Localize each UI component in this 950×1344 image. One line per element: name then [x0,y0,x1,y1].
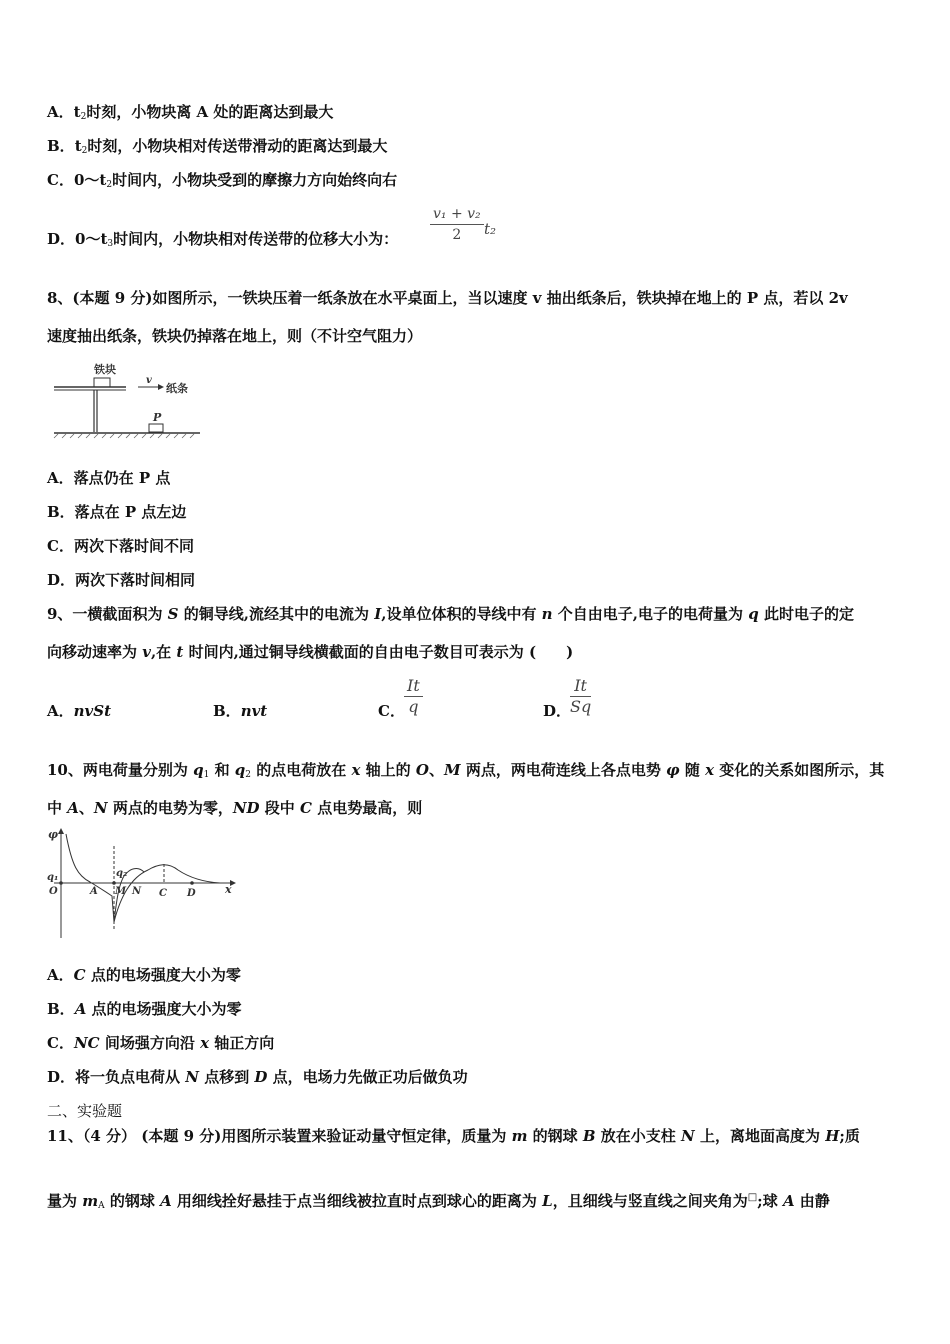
label-m: M [115,886,127,897]
q8-stem-line1: 8、(本题 9 分)如图所示，一铁块压着一纸条放在水平桌面上，当以速度 v 抽出纸条后，铁块掉在地上的 P 点，若以 2v [47,289,848,307]
x-axis-label: x [225,883,232,896]
q9-option-a: A．nvSt [47,702,112,720]
q9-stem-line2: 向移动速率为 v,在 t 时间内,通过铜导线横截面的自由电子数目可表示为 ( ) [47,643,574,661]
label-o: O [49,886,58,897]
landing-mark [149,424,163,432]
point-d [190,881,194,885]
section-heading: 二、实验题 [47,1102,123,1120]
label-q2: q₂ [116,868,128,879]
q7-formula-fraction: $\frac{\text{v₁ + v₂}}{2}$ [430,204,484,245]
label-a: A [90,886,98,897]
ground-hatching [54,434,194,438]
q7-option-c: C．$0\sim t_2$时间内，小物块受到的摩擦力方向始终向右 [47,171,398,190]
iron-block [94,378,110,387]
q7-option-a: A．$t_2$时刻，小物块离 A 处的距离达到最大 [47,103,334,122]
q10-option-c: C．NC 间场强方向沿 x 轴正方向 [47,1034,275,1052]
q10-potential-graph [44,826,244,942]
label-d: D [187,888,196,899]
missing-glyph-box: □ [747,1192,758,1203]
q10-stem-line1: 10、两电荷量分别为 $q_1$ 和 $q_2$ 的点电荷放在 x 轴上的 O、M 两点，两电荷连线上各点电势 φ 随 x 变化的关系如图所示，其 [47,761,885,780]
phi-curve-left [66,834,144,922]
q10-option-b: B．A 点的电场强度大小为零 [47,1000,242,1018]
point-m [112,881,116,885]
phi-curve-right [114,865,220,922]
q8-option-b: B．落点在 P 点左边 [47,503,187,521]
q8-option-c: C．两次下落时间不同 [47,537,194,555]
label-c: C [159,888,167,899]
phi-axis-arrow [58,828,64,834]
q11-stem-line2: 量为 $m_A$ 的钢球 A 用细线拴好悬挂于点当细线被拉直时点到球心的距离为 L，且细线与竖直线之间夹角为□;球 A 由静 [47,1192,830,1211]
q7-option-b: B．$t_2$时刻，小物块相对传送带滑动的距离达到最大 [47,137,388,156]
label-n: N [132,886,142,897]
q8-figure [50,358,210,440]
q9-option-c-fraction: $\frac{It}{q}$ [404,676,423,717]
q9-option-d-fraction: $\frac{It}{Sq}$ [570,676,592,716]
paper-strip-label: 纸条 [166,382,188,395]
q9-option-d-label: D． [543,702,572,720]
q10-stem-line2: 中 A、N 两点的电势为零，ND 段中 C 点电势最高，则 [47,799,423,817]
q9-option-b: B．nvt [213,702,268,720]
point-p-label: P [153,411,162,424]
q11-stem-line1: 11、（4 分） (本题 9 分)用图所示装置来验证动量守恒定律，质量为 m 的钢球 B 放在小支柱 N 上，离地面高度为 H;质 [47,1127,860,1145]
q8-stem-line2: 速度抽出纸条，铁块仍掉落在地上，则（不计空气阻力） [47,327,423,345]
phi-axis-label: φ [48,828,58,841]
velocity-arrow-head [158,384,164,390]
q7-option-d: D．$0\sim t_3$时间内，小物块相对传送带的位移大小为： [47,230,399,249]
q7-formula-tail: t₂ [484,220,497,238]
q9-option-c-label: C． [378,702,405,720]
q8-option-a: A．落点仍在 P 点 [47,469,171,487]
q10-option-a: A．C 点的电场强度大小为零 [47,966,241,984]
label-q1: q₁ [47,872,59,883]
q9-stem-line1: 9、一横截面积为 S 的铜导线,流经其中的电流为 I,设单位体积的导线中有 n 个自由电子,电子的电荷量为 q 此时电子的定 [47,605,854,623]
q10-option-d: D．将一负点电荷从 N 点移到 D 点，电场力先做正功后做负功 [47,1068,468,1086]
iron-block-label: 铁块 [94,363,116,376]
q8-option-d: D．两次下落时间相同 [47,571,196,589]
velocity-label: v [146,375,152,386]
point-o [59,881,63,885]
